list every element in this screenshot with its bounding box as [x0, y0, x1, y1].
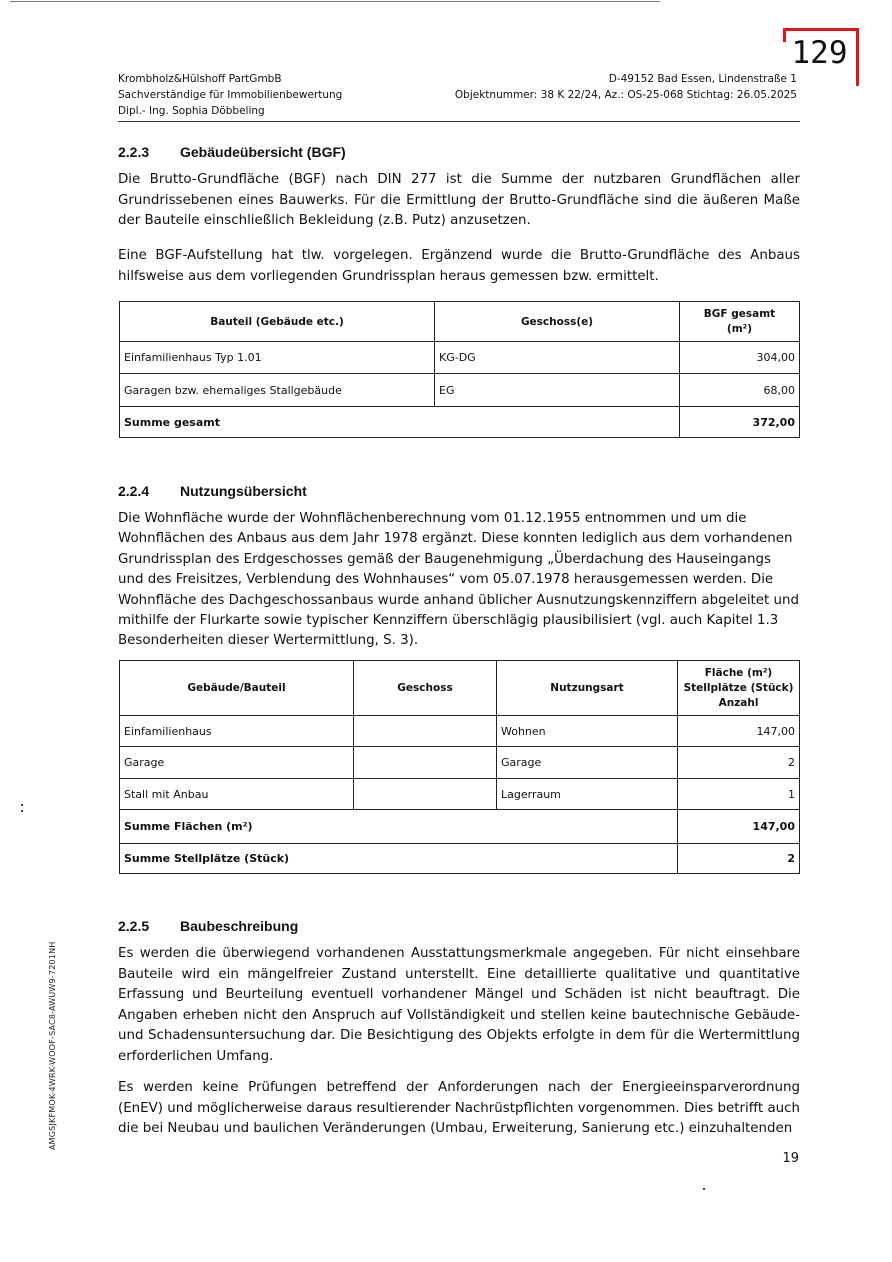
scan-top-edge [10, 1, 660, 2]
table-cell [354, 747, 497, 779]
table-row [120, 779, 800, 810]
table-cell [354, 779, 497, 810]
table-total-label: Summe Stellplätze (Stück) [120, 844, 678, 874]
scan-speck [703, 1188, 705, 1190]
table-cell: Stall mit Anbau [120, 779, 354, 810]
side-document-code: AMGSJKFMOK-4WRK-WOOF-SAC8-AWUW9-7201NH [48, 941, 57, 1150]
bgf-paragraph-1: Die Brutto-Grundfläche (BGF) nach DIN 277 ist die Summe der nutzbaren Grundflächen aller Grundrissebenen eines Bauwerks. Für die Ermittlung der Brutto-Grundfläche sind die äußeren Maße der Bauteile einschließlich Bekleidung (z.B. Putz) anzusetzen. [118, 172, 800, 228]
table-total-label: Summe gesamt [120, 407, 680, 438]
table-cell: Einfamilienhaus Typ 1.01 [120, 342, 435, 374]
bgf-table [119, 301, 800, 438]
table-cell: Einfamilienhaus [120, 716, 354, 747]
table-total-value: 372,00 [680, 407, 800, 438]
header-line: BGF gesamt [703, 307, 776, 320]
header-rule [118, 121, 800, 122]
header-line: (m²) [726, 322, 753, 335]
table-header-cell: Geschoss(e) [435, 302, 680, 342]
header-person: Dipl.- Ing. Sophia Döbbeling [118, 105, 265, 117]
table-cell: 147,00 [678, 716, 800, 747]
header-firm: Krombholz&Hülshoff PartGmbB [118, 73, 282, 85]
section-number: 2.2.5 [118, 918, 150, 934]
table-total-row [120, 407, 800, 438]
section-title: Gebäudeübersicht (BGF) [180, 144, 346, 160]
bgf-paragraph-2: Eine BGF-Aufstellung hat tlw. vorgelegen. Ergänzend wurde die Brutto-Grundfläche des Anbaus hilfsweise aus dem vorliegenden Grundrissplan heraus gemessen bzw. ermittelt. [118, 248, 800, 284]
table-total-row [120, 844, 800, 874]
table-total-value: 147,00 [678, 810, 800, 844]
table-header-cell: Gebäude/Bauteil [120, 661, 354, 716]
page-stamp: 129 [783, 28, 859, 72]
table-header-row [120, 661, 800, 716]
table-row [120, 342, 800, 374]
page-number: 19 [782, 1151, 799, 1166]
header-right [455, 71, 797, 103]
table-cell: 2 [678, 747, 800, 779]
table-header-cell [678, 661, 800, 716]
table-header-cell: Bauteil (Gebäude etc.) [120, 302, 435, 342]
scan-speck [21, 804, 23, 806]
table-cell: 304,00 [680, 342, 800, 374]
section-heading-nutzung [118, 483, 307, 499]
bau-paragraph-2: Es werden keine Prüfungen betreffend der Anforderungen nach der Energieeinsparverordnung (EnEV) und möglicherweise daraus resultierender Nachrüstpflichten vorgenommen. Dies betrifft auch die bei Neubau und baulichen Veränderungen (Umbau, Erweiterung, Sanierung etc.) einzuhaltenden [118, 1080, 800, 1137]
table-cell: KG-DG [435, 342, 680, 374]
table-cell: 68,00 [680, 374, 800, 407]
bau-paragraph-1: Es werden die überwiegend vorhandenen Ausstattungsmerkmale angegeben. Für nicht einsehbare Bauteile wird ein mängelfreier Zustand unterstellt. Eine detaillierte qualitative und quantitative Erfassung und Beurteilung eventuell vorhandener Mängel und Schäden ist nicht beauftragt. Die Angaben erheben nicht den Anspruch auf Vollständigkeit und stellen keine bautechnische Gebäude- und Schadensuntersuchung dar. Die Besichtigung des Objekts erfolgte in dem für die Wertermittlung erforderlichen Umfang. [118, 946, 800, 1064]
table-header-cell: Geschoss [354, 661, 497, 716]
table-cell [354, 716, 497, 747]
table-header-cell [680, 302, 800, 342]
nutzung-paragraph: Die Wohnfläche wurde der Wohnflächenberechnung vom 01.12.1955 entnommen und um die Wohnflächen des Anbaus aus dem Jahr 1978 ergänzt. Diese konnten lediglich aus dem vorhandenen Grundrissplan des Erdgeschosses gemäß der Baugenehmigung „Überdachung des Hauseingangs und des Freisitzes, Verblendung des Wohnhauses“ vom 05.07.1978 herausgemessen werden. Die Wohnfläche des Dachgeschossanbaus wurde anhand üblicher Ausnutzungskennziffern abgeleitet und mithilfe der Flurkarte sowie typischer Kennziffern überschlägig plausibilisiert (vgl. auch Kapitel 1.3 Besonderheiten dieser Wertermittlung, S. 3). [118, 511, 800, 649]
header-line: Fläche (m²) [704, 666, 773, 679]
table-total-label: Summe Flächen (m²) [120, 810, 678, 844]
header-address: D-49152 Bad Essen, Lindenstraße 1 [608, 73, 797, 85]
header-line: Anzahl [718, 696, 759, 709]
table-total-row [120, 810, 800, 844]
table-cell: Garagen bzw. ehemaliges Stallgebäude [120, 374, 435, 407]
scan-speck [21, 810, 23, 812]
header-object: Objektnummer: 38 K 22/24, Az.: OS-25-068 Stichtag: 26.05.2025 [454, 89, 797, 101]
table-row [120, 747, 800, 779]
header-line: Stellplätze (Stück) [683, 681, 794, 694]
header-left [118, 71, 342, 119]
section-number: 2.2.4 [118, 483, 150, 499]
nutzung-table [119, 660, 800, 874]
section-title: Baubeschreibung [180, 918, 299, 934]
table-row [120, 374, 800, 407]
table-header-cell: Nutzungsart [497, 661, 678, 716]
table-cell: Garage [120, 747, 354, 779]
section-title: Nutzungsübersicht [180, 483, 307, 499]
section-number: 2.2.3 [118, 144, 150, 160]
table-cell: 1 [678, 779, 800, 810]
table-cell: Lagerraum [497, 779, 678, 810]
table-cell: Garage [497, 747, 678, 779]
table-total-value: 2 [678, 844, 800, 874]
table-cell: EG [435, 374, 680, 407]
table-row [120, 716, 800, 747]
header-subtitle: Sachverständige für Immobilienbewertung [118, 89, 343, 101]
table-header-row [120, 302, 800, 342]
section-heading-bgf [118, 144, 346, 160]
section-heading-bau [118, 918, 298, 934]
table-cell: Wohnen [497, 716, 678, 747]
